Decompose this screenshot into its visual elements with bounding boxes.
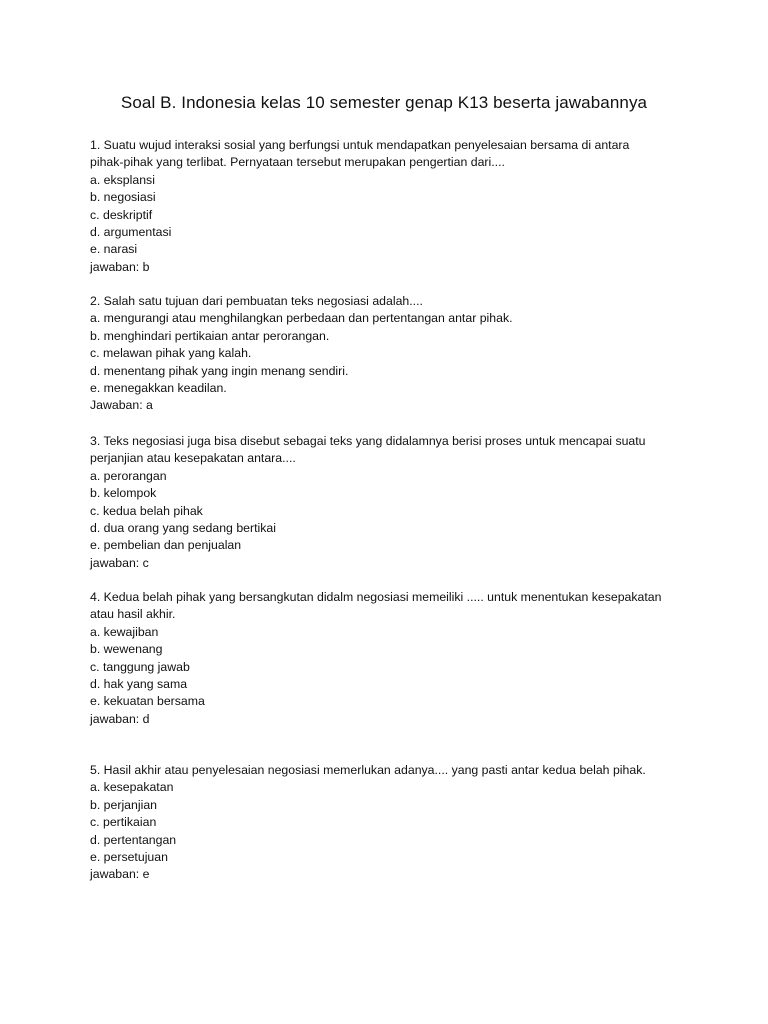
answer-option: e. pembelian dan penjualan	[90, 538, 242, 553]
answer-option: b. wewenang	[90, 642, 163, 657]
answer-option: a. mengurangi atau menghilangkan perbedaan dan pertentangan antar pihak.	[90, 311, 513, 326]
answer-option: c. tanggung jawab	[90, 659, 190, 674]
question-text-line: 5. Hasil akhir atau penyelesaian negosiasi memerlukan adanya.... yang pasti antar kedua belah pihak.	[90, 763, 646, 777]
answer-option: e. narasi	[90, 242, 138, 257]
question-text-line: 1. Suatu wujud interaksi sosial yang berfungsi untuk mendapatkan penyelesaian bersama di antara	[90, 138, 630, 152]
answer-key: jawaban: d	[90, 711, 150, 726]
answer-key: Jawaban: a	[90, 398, 153, 413]
answer-option: c. melawan pihak yang kalah.	[90, 346, 252, 361]
document-title: Soal B. Indonesia kelas 10 semester genap K13 beserta jawabannya	[120, 93, 648, 112]
answer-option: e. kekuatan bersama	[90, 694, 205, 709]
question-text-line: perjanjian atau kesepakatan antara....	[90, 451, 296, 466]
question-text-line: 2. Salah satu tujuan dari pembuatan teks negosiasi adalah....	[90, 294, 423, 308]
question-3	[90, 433, 690, 572]
answer-option: d. menentang pihak yang ingin menang sendiri.	[90, 363, 349, 378]
answer-option: c. kedua belah pihak	[90, 503, 203, 518]
answer-option: d. hak yang sama	[90, 677, 188, 692]
answer-option: d. pertentangan	[90, 832, 177, 847]
answer-option: e. persetujuan	[90, 850, 168, 865]
answer-key: jawaban: e	[90, 867, 150, 882]
answer-option: d. argumentasi	[90, 225, 172, 240]
answer-option: e. menegakkan keadilan.	[90, 381, 227, 396]
answer-option: b. kelompok	[90, 486, 157, 501]
answer-option: a. kewajiban	[90, 624, 159, 639]
question-4	[90, 589, 690, 728]
question-text-line: 4. Kedua belah pihak yang bersangkutan didalm negosiasi memeiliki ..... untuk menentukan kesepakatan	[90, 590, 662, 604]
answer-option: c. pertikaian	[90, 815, 157, 830]
answer-option: b. perjanjian	[90, 797, 157, 812]
answer-option: a. perorangan	[90, 468, 167, 483]
question-5	[90, 762, 690, 884]
question-1	[90, 137, 690, 276]
answer-option: a. eksplansi	[90, 172, 155, 187]
question-text-line: atau hasil akhir.	[90, 607, 176, 622]
answer-option: a. kesepakatan	[90, 780, 174, 795]
answer-option: d. dua orang yang sedang bertikai	[90, 521, 276, 536]
answer-option: c. deskriptif	[90, 207, 153, 222]
answer-key: jawaban: c	[90, 555, 149, 570]
answer-key: jawaban: b	[90, 259, 150, 274]
answer-option: b. negosiasi	[90, 190, 156, 205]
question-2	[90, 293, 690, 415]
answer-option: b. menghindari pertikaian antar perorangan.	[90, 328, 330, 343]
question-text-line: pihak-pihak yang terlibat. Pernyataan tersebut merupakan pengertian dari....	[90, 155, 505, 170]
question-text-line: 3. Teks negosiasi juga bisa disebut sebagai teks yang didalamnya berisi proses untuk mencapai suatu	[90, 434, 646, 448]
